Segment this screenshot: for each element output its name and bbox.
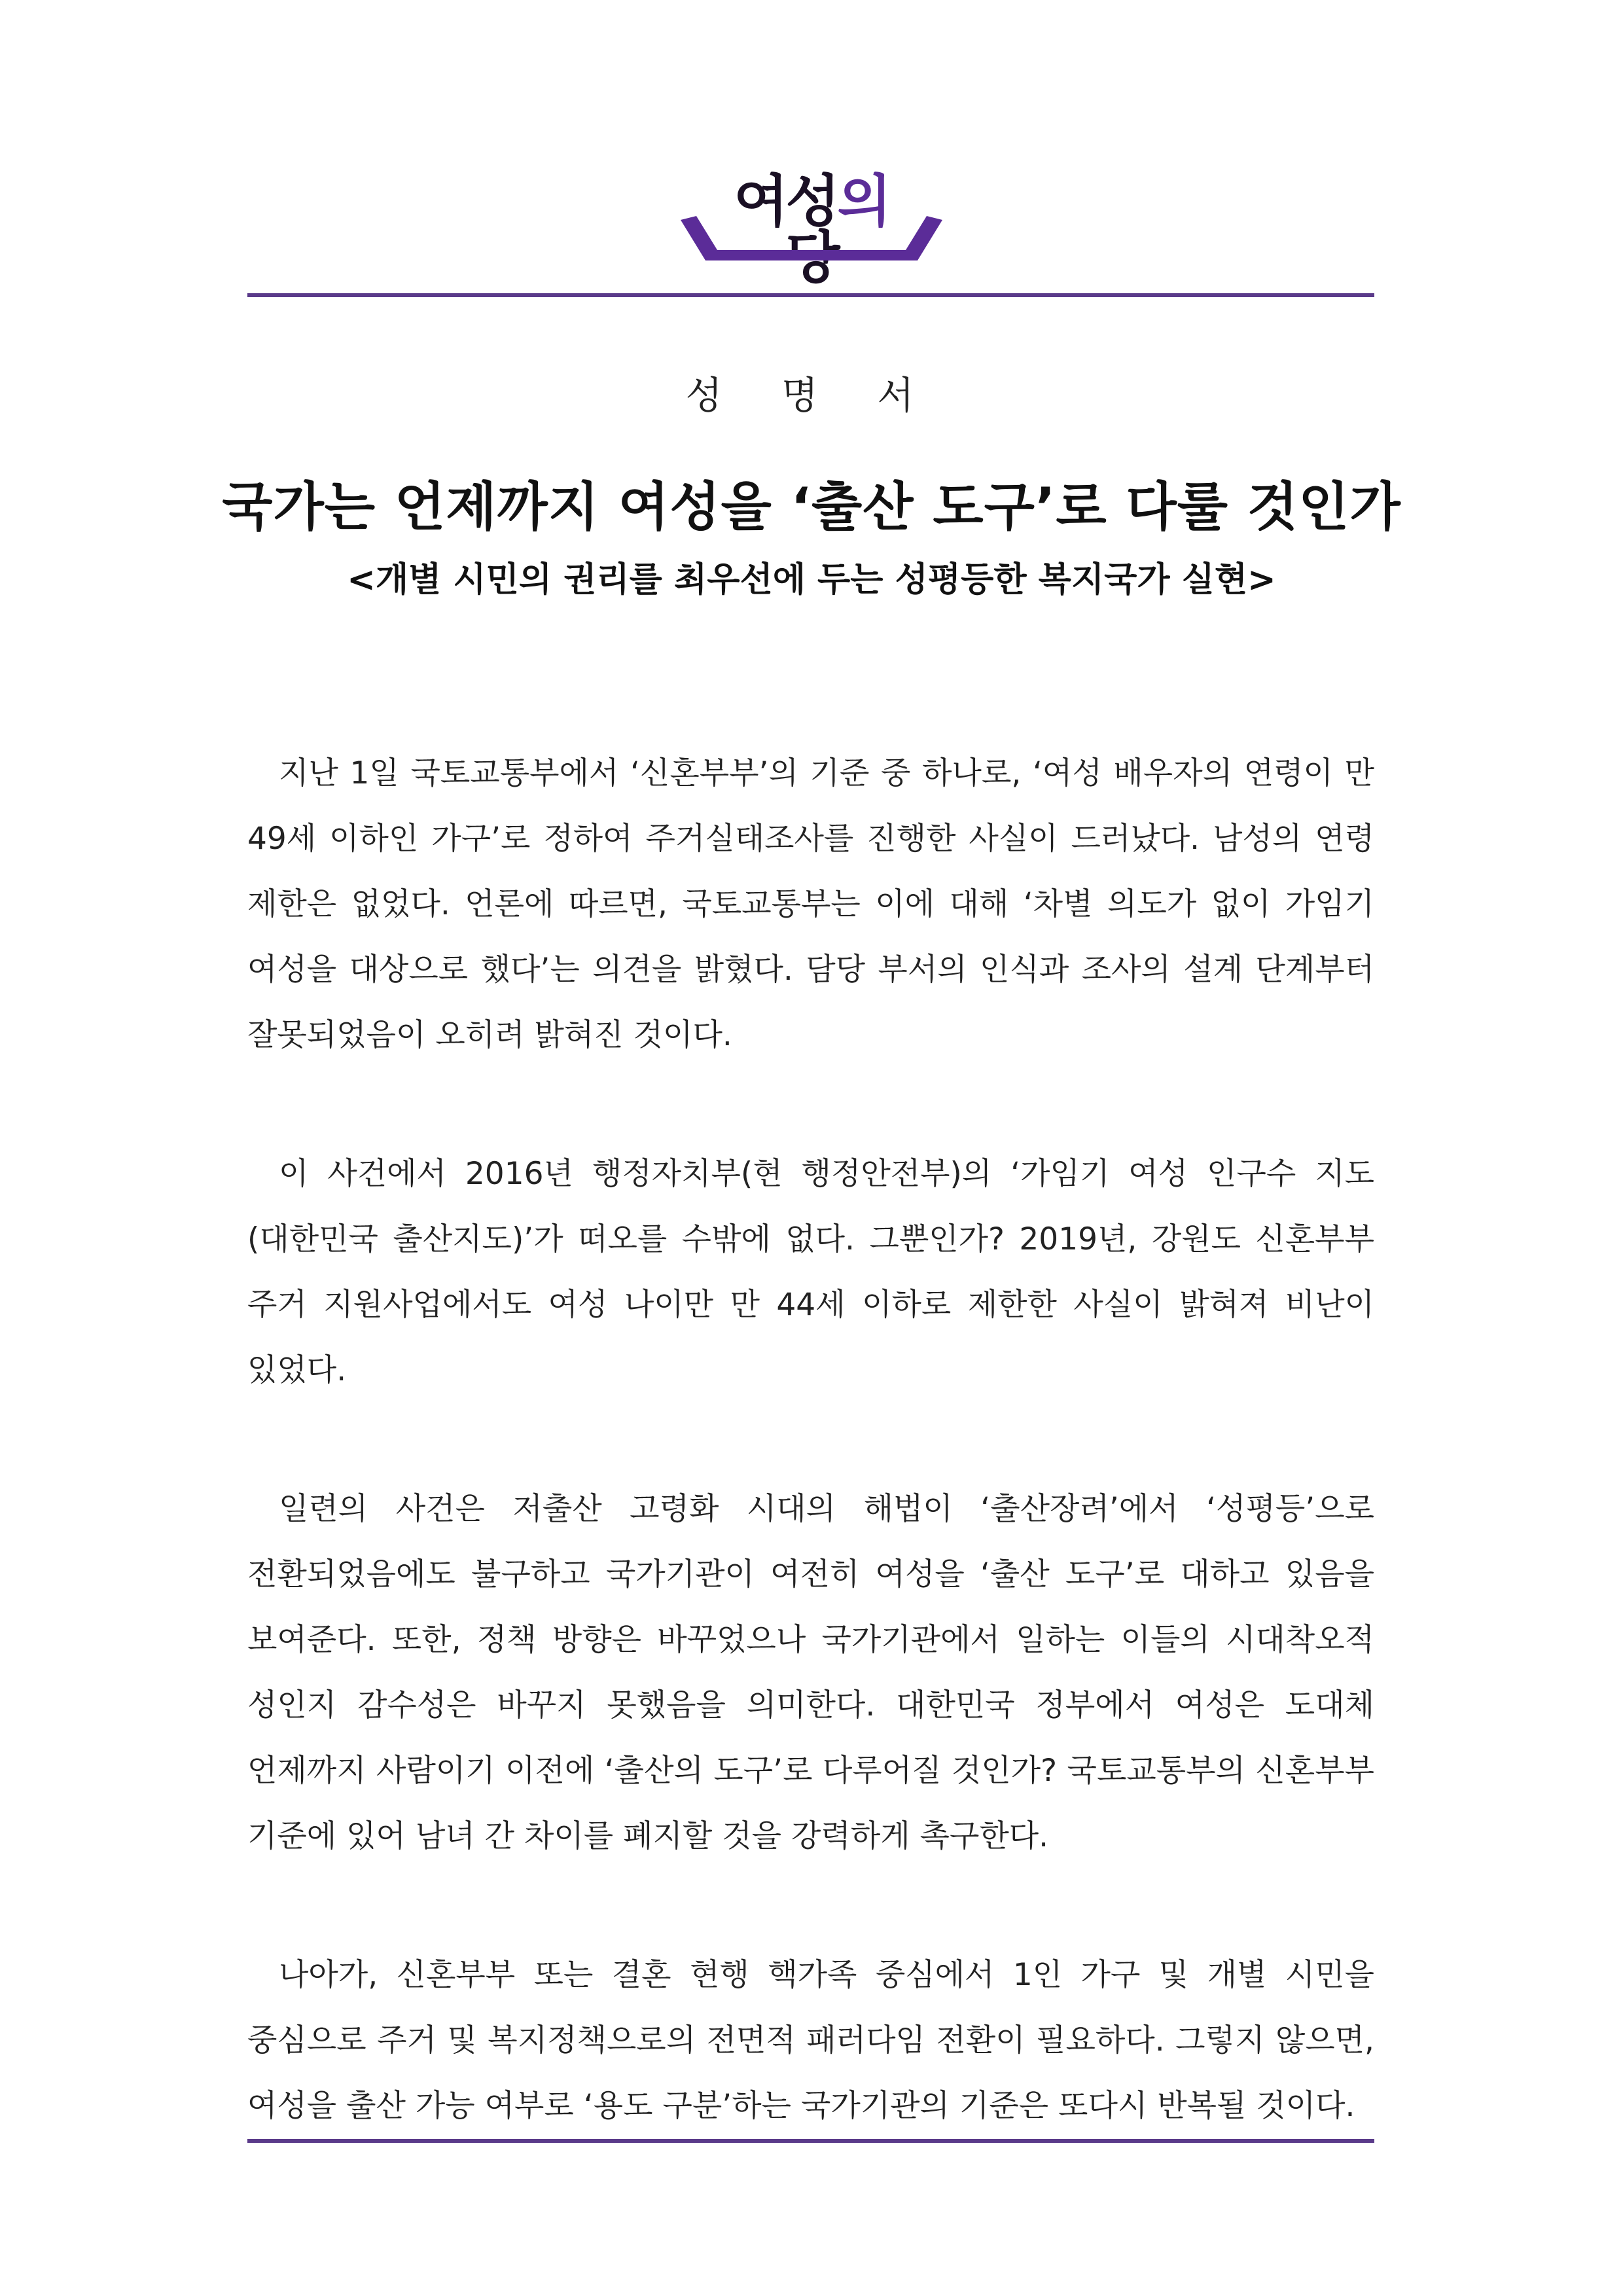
document-type-label: 성 명 서 [685,373,938,418]
logo-text-main: 여성 [734,169,838,234]
paragraph: 일련의 사건은 저출산 고령화 시대의 해법이 ‘출산장려’에서 ‘성평등’으로 전환되었음에도 불구하고 국가기관이 여전히 여성을 ‘출산 도구’로 대하고 있음을 보여준다. 또한, 정책 방향은 바꾸었으나 국가기관에서 일하는 이들의 시대착오적 성인지 감수성은 바꾸지 못했음을 의미한다. 대한민국 정부에서 여성은 도대체 언제까지 사람이기 이전에 ‘출산의 도구’로 다루어질 것인가? 국토교통부의 신혼부부 기준에 있어 남녀 간 차이를 폐지할 것을 강력하게 촉구한다. [247,1491,1374,1854]
paragraph: 지난 1일 국토교통부에서 ‘신혼부부’의 기준 중 하나로, ‘여성 배우자의 연령이 만 49세 이하인 가구’로 정하여 주거실태조사를 진행한 사실이 드러났다. 남성의 연령 제한은 없었다. 언론에 따르면, 국토교통부는 이에 대해 ‘차별 의도가 없이 가임기 여성을 대상으로 했다’는 의견을 밝혔다. 담당 부서의 인식과 조사의 설계 단계부터 잘못되었음이 오히려 밝혀진 것이다. [247,755,1374,1053]
paragraph: 이 사건에서 2016년 행정자치부(현 행정안전부)의 ‘가임기 여성 인구수 지도(대한민국 출산지도)’가 떠오를 수밖에 없다. 그뿐인가? 2019년, 강원도 신혼부부 주거 지원사업에서도 여성 나이만 만 44세 이하로 제한한 사실이 밝혀져 비난이 있었다. [247,1156,1374,1388]
logo-chevron-underline [681,216,942,262]
logo-text-accent: 의 [837,169,889,234]
paragraph: 나아가, 신혼부부 또는 결혼 현행 핵가족 중심에서 1인 가구 및 개별 시민을 중심으로 주거 및 복지정책으로의 전면적 패러다임 전환이 필요하다. 그렇지 않으면, 여성을 출산 가능 여부로 ‘용도 구분’하는 국가기관의 기준은 또다시 반복될 것이다. [247,1957,1374,2124]
footer-divider [247,2139,1374,2143]
document-subtitle: <개별 시민의 권리를 최우선에 두는 성평등한 복지국가 실현> [347,560,1276,600]
statement-body [247,741,1374,2212]
document-title: 국가는 언제까지 여성을 ‘출산 도구’로 다룰 것인가 [222,476,1401,537]
header-divider [247,293,1374,297]
party-logo [681,167,942,265]
